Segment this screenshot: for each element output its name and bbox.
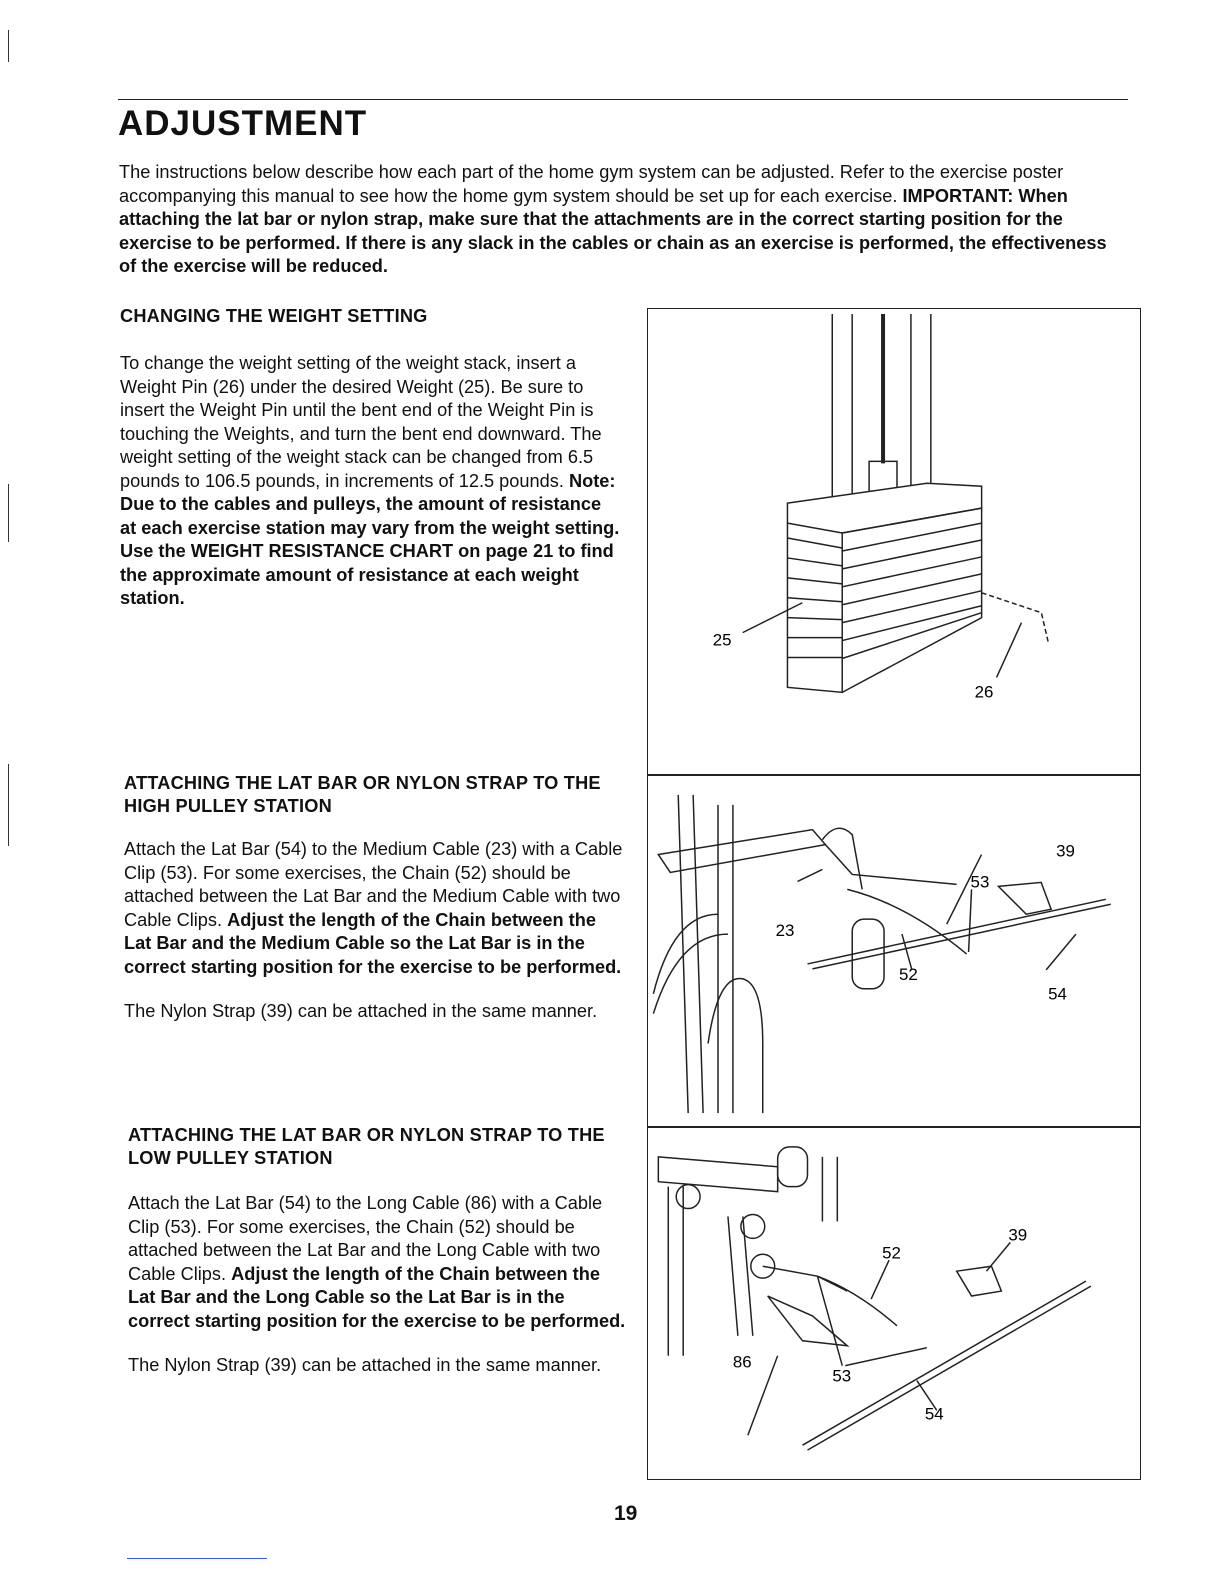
margin-mark [8,484,9,542]
header-rule [118,99,1128,100]
section-text: To change the weight setting of the weight stack, insert a Weight Pin (26) under the desired Weight (25). Be sure to insert the Weight Pin until the bent end of the Weight Pin is touching the Weights, and turn the bent end downward. The weight setting of the weight stack can be changed from 6.5 pounds to 106.5 pounds, in increments of 12.5 pounds. [120,353,602,491]
section-bold-note: Adjust the length of the Chain between the Lat Bar and the Long Cable so the Lat Bar is in the correct starting position for the exercise to be performed. [128,1263,626,1331]
section-bold-note: Note: Due to the cables and pulleys, the amount of resistance at each exercise station may vary from the weight setting. Use the WEIGHT RESISTANCE CHART on page 21 to find the approximate amount of resistance at each weight station. [120,470,620,608]
margin-mark [8,30,9,62]
section-bold-note: Adjust the length of the Chain between the Lat Bar and the Medium Cable so the Lat Bar is in the correct starting position for the exercise to be performed. [124,909,622,977]
figure-high-pulley [647,774,1141,1128]
callout-label: 23 [775,921,795,941]
section-heading: ATTACHING THE LAT BAR OR NYLON STRAP TO THE LOW PULLEY STATION [128,1125,605,1168]
section-high-pulley [124,772,624,1024]
footer-rule [127,1558,267,1559]
section-note: The Nylon Strap (39) can be attached in the same manner. [124,1001,598,1021]
section-low-pulley [128,1124,628,1378]
intro-paragraph [119,161,1119,279]
section-text: Attach the Lat Bar (54) to the Medium Cable (23) with a Cable Clip (53). For some exercises, the Chain (52) should be attached between the Lat Bar and the Medium Cable with two Cable Clips. [124,839,623,930]
callout-label: 54 [1048,984,1067,1004]
section-text: Attach the Lat Bar (54) to the Long Cable (86) with a Cable Clip (53). For some exercises, the Chain (52) should be attached between the Lat Bar and the Long Cable with two Cable Clips. [128,1193,603,1284]
callout-label: 25 [712,630,732,650]
margin-mark [8,764,9,846]
section-heading: CHANGING THE WEIGHT SETTING [120,306,428,326]
page-title: ADJUSTMENT [118,104,368,143]
callout-label: 39 [1008,1225,1028,1245]
callout-label: 53 [970,872,990,892]
weight-stack-illustration [648,309,1140,775]
callout-label: 39 [1056,841,1075,861]
section-heading: ATTACHING THE LAT BAR OR NYLON STRAP TO THE HIGH PULLEY STATION [124,773,601,816]
page-number: 19 [614,1502,638,1525]
figure-low-pulley [647,1126,1141,1480]
callout-label: 53 [832,1366,852,1386]
section-note: The Nylon Strap (39) can be attached in the same manner. [128,1355,602,1375]
callout-label: 86 [732,1352,752,1372]
intro-important: IMPORTANT: When attaching the lat bar or nylon strap, make sure that the attachments are in the correct starting position for the exercise to be performed. If there is any slack in the cables or chain as an exercise is performed, the effectiveness of the exercise will be reduced. [119,185,1107,276]
intro-text: The instructions below describe how each part of the home gym system can be adjusted. Refer to the exercise poster accompanying this manual to see how the home gym system should be set up for each exercise. [119,162,1064,206]
section-body [128,1192,628,1333]
callout-label: 54 [924,1404,944,1424]
section-body [124,838,624,979]
callout-label: 26 [974,682,994,702]
section-weight-setting [120,305,620,611]
high-pulley-illustration [648,775,1140,1127]
section-body [120,352,620,611]
figure-weight-stack [647,308,1141,776]
low-pulley-illustration [648,1127,1140,1479]
callout-label: 52 [882,1243,901,1263]
callout-label: 52 [898,964,918,984]
